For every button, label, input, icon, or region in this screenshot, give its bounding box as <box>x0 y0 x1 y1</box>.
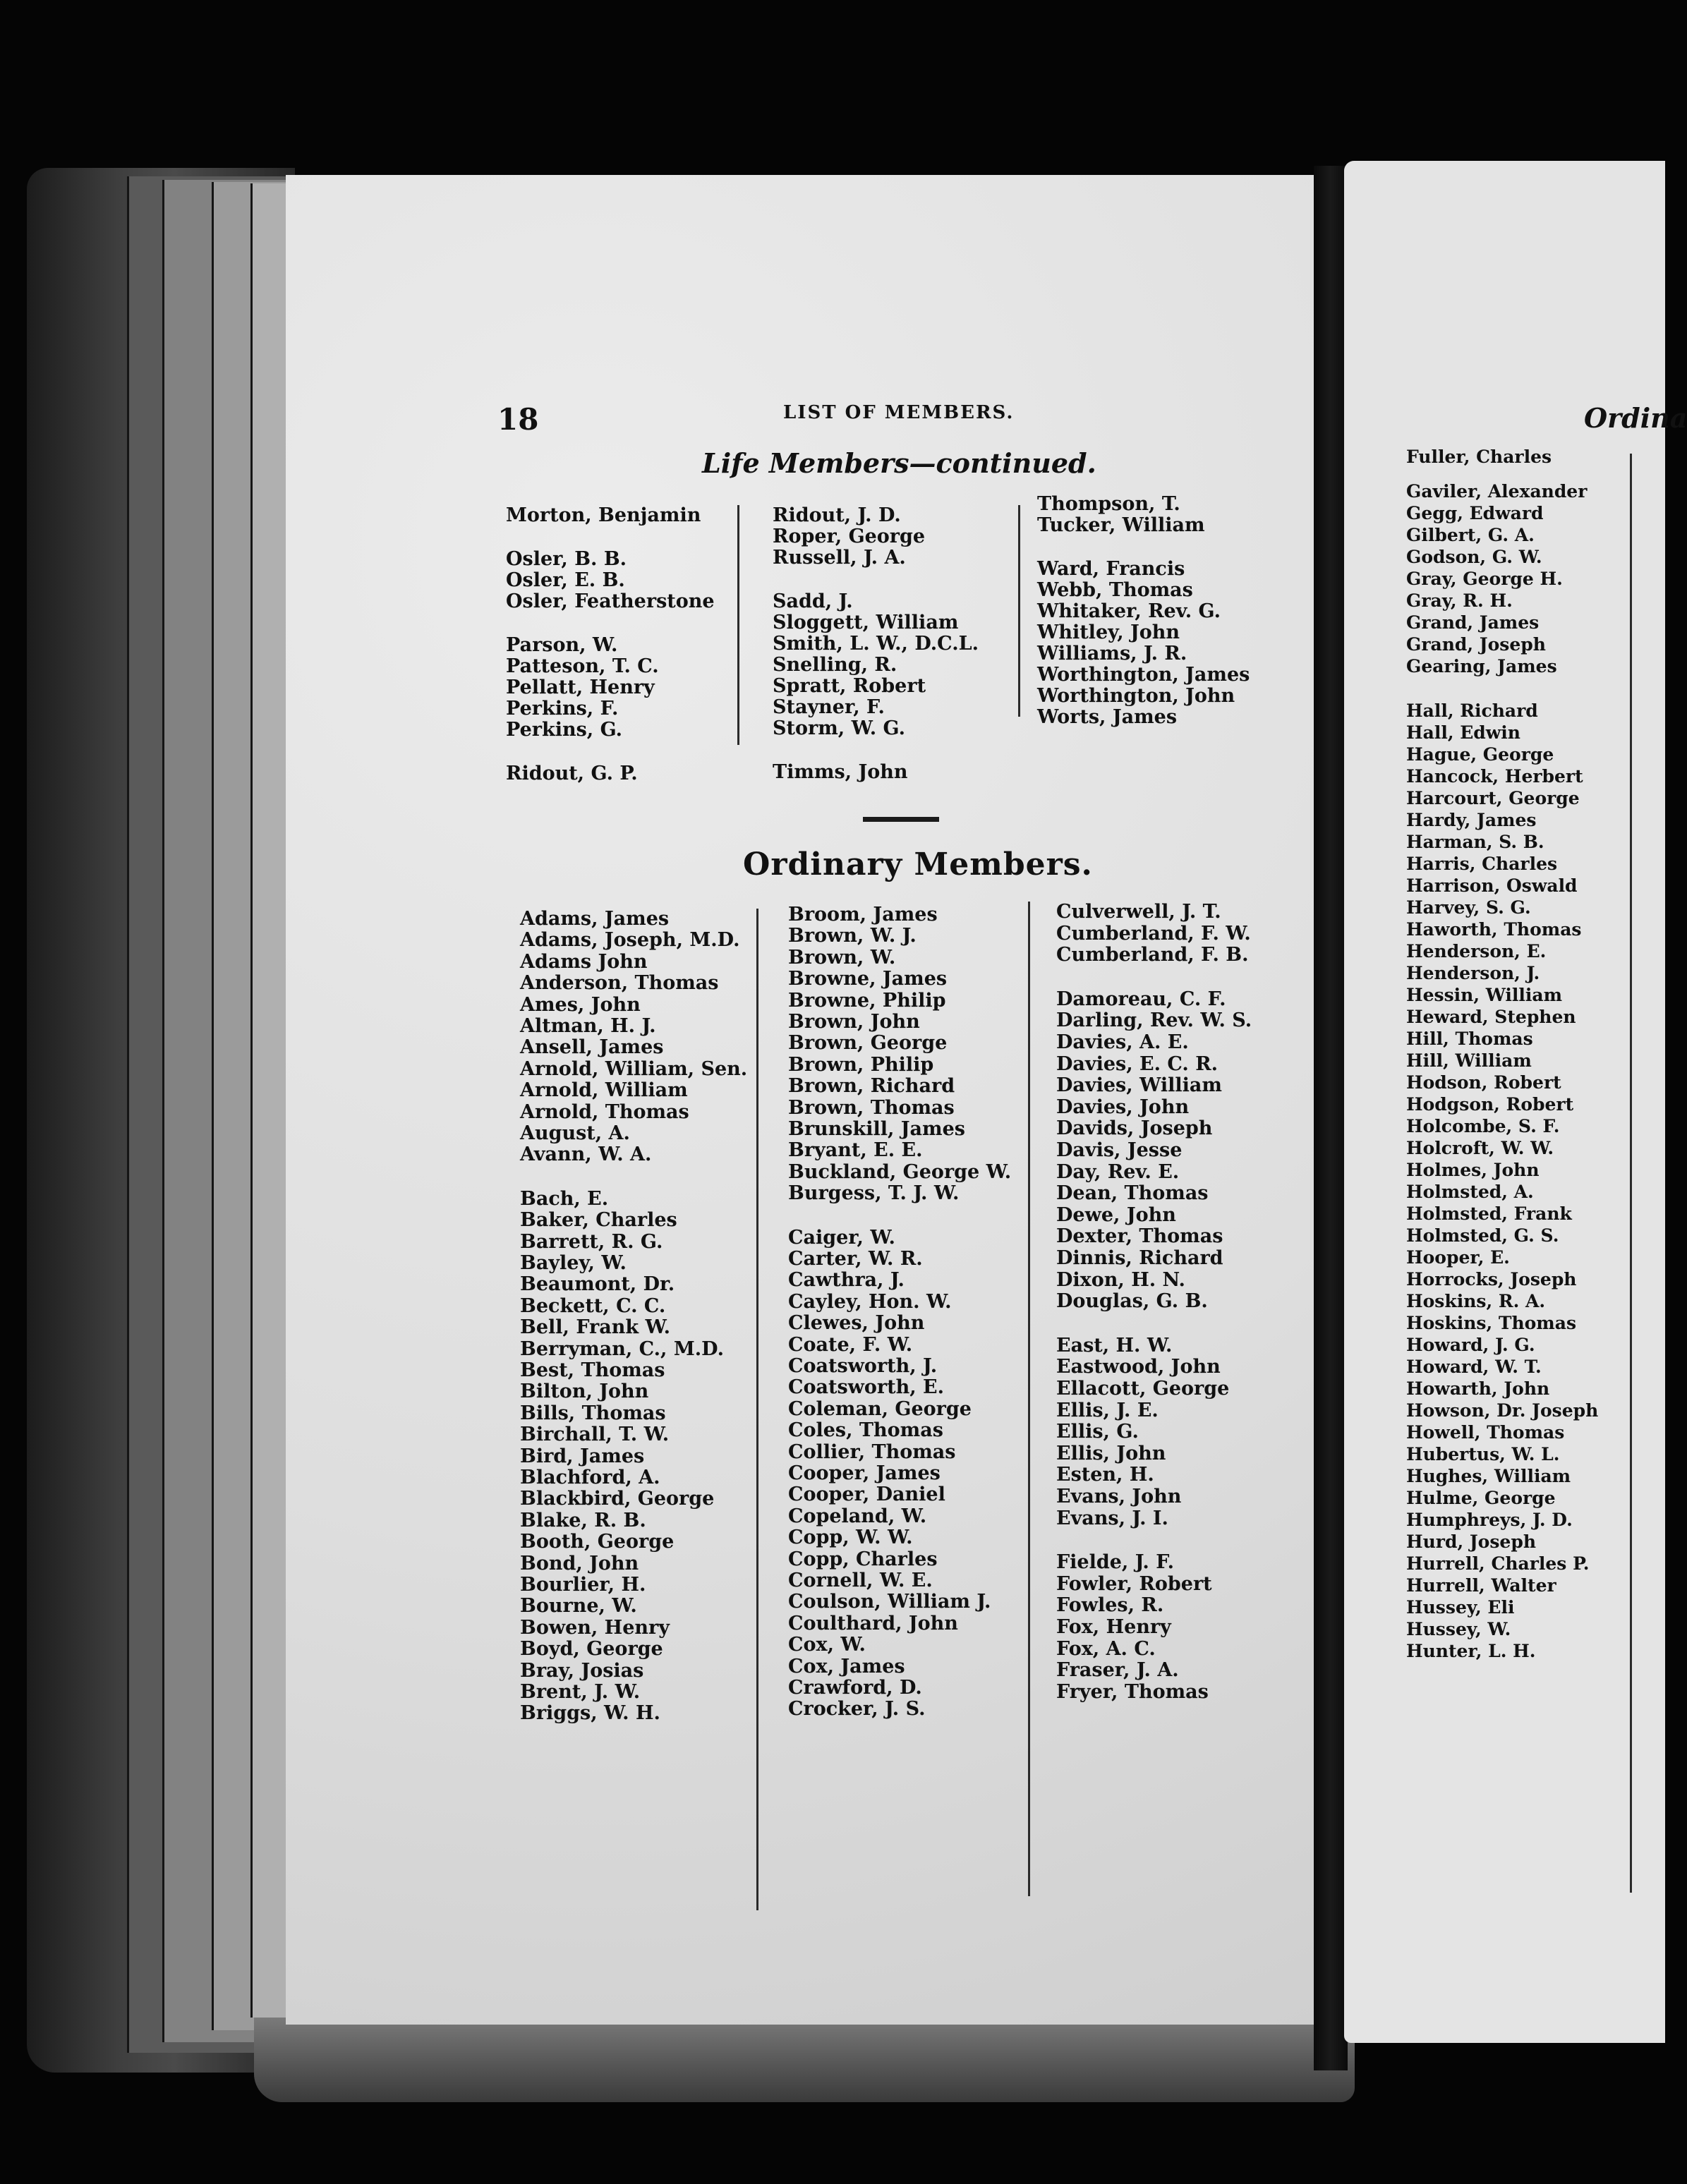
member-name: Cumberland, F. W. <box>1056 922 1251 945</box>
member-name: Arnold, William, Sen. <box>520 1057 748 1080</box>
member-name: Haworth, Thomas <box>1406 919 1582 940</box>
member-name: Adams, Joseph, M.D. <box>520 929 740 952</box>
member-name: Douglas, G. B. <box>1056 1290 1208 1313</box>
member-name: Cawthra, J. <box>788 1269 905 1292</box>
member-name: Sloggett, William <box>773 612 959 633</box>
running-head: LIST OF MEMBERS. <box>783 402 1015 423</box>
member-name: Berryman, C., M.D. <box>520 1337 724 1360</box>
member-name: Howell, Thomas <box>1406 1422 1565 1443</box>
member-name: Harrison, Oswald <box>1406 875 1578 896</box>
left-page <box>286 175 1316 2025</box>
member-name: Caiger, W. <box>788 1226 895 1249</box>
member-name: Fraser, J. A. <box>1056 1659 1179 1682</box>
member-name: Howarth, John <box>1406 1378 1550 1399</box>
member-name: Collier, Thomas <box>788 1440 956 1463</box>
member-name: Hardy, James <box>1406 810 1537 830</box>
member-name: August, A. <box>520 1122 630 1144</box>
member-name: Whitaker, Rev. G. <box>1037 600 1221 622</box>
member-name: Arnold, Thomas <box>520 1100 689 1123</box>
member-name: Dinnis, Richard <box>1056 1247 1223 1269</box>
member-name: Brunskill, James <box>788 1118 966 1140</box>
member-name: Webb, Thomas <box>1037 579 1193 601</box>
member-name: Sadd, J. <box>773 590 853 612</box>
member-name: Copp, Charles <box>788 1548 938 1570</box>
member-name: Russell, J. A. <box>773 547 906 569</box>
member-name: East, H. W. <box>1056 1334 1173 1357</box>
member-name: Brown, George <box>788 1032 948 1055</box>
member-name: Buckland, George W. <box>788 1160 1012 1183</box>
member-name: Harris, Charles <box>1406 854 1558 874</box>
member-name: Hodson, Robert <box>1406 1072 1561 1093</box>
member-name: Perkins, G. <box>506 719 623 741</box>
column-divider <box>1630 454 1632 1893</box>
member-name: Hall, Richard <box>1406 700 1538 721</box>
member-name: Howard, J. G. <box>1406 1335 1535 1355</box>
member-name: Evans, J. I. <box>1056 1507 1168 1529</box>
member-name: Fowles, R. <box>1056 1594 1164 1617</box>
member-name: Morton, Benjamin <box>506 504 701 526</box>
member-name: Heward, Stephen <box>1406 1007 1576 1027</box>
member-name: Cornell, W. E. <box>788 1570 933 1591</box>
member-name: Henderson, J. <box>1406 963 1540 983</box>
member-name: Coatsworth, E. <box>788 1376 945 1399</box>
member-name: Ellis, John <box>1056 1442 1166 1464</box>
member-name: Hussey, W. <box>1406 1619 1511 1639</box>
member-name: Timms, John <box>773 761 908 783</box>
member-name: Eastwood, John <box>1056 1356 1221 1378</box>
member-name: Tucker, William <box>1037 514 1205 536</box>
member-name: Cumberland, F. B. <box>1056 944 1249 966</box>
member-name: Coles, Thomas <box>788 1419 943 1442</box>
member-name: Dewe, John <box>1056 1203 1176 1226</box>
member-name: Howson, Dr. Joseph <box>1406 1400 1599 1421</box>
member-name: Davies, A. E. <box>1056 1031 1189 1053</box>
right-page-heading: Ordina <box>1584 402 1687 434</box>
ordinary-members-heading: Ordinary Members. <box>743 847 1093 882</box>
member-name: Gaviler, Alexander <box>1406 481 1588 502</box>
member-name: Hooper, E. <box>1406 1247 1510 1268</box>
member-name: Ellacott, George <box>1056 1378 1230 1400</box>
member-name: Baker, Charles <box>520 1209 677 1232</box>
member-name: Adams John <box>520 950 648 973</box>
member-name: Parson, W. <box>506 634 618 656</box>
member-name: Fowler, Robert <box>1056 1572 1212 1595</box>
member-name: Blackbird, George <box>520 1488 715 1510</box>
member-name: Barrett, R. G. <box>520 1230 663 1253</box>
member-name: Fuller, Charles <box>1406 447 1552 467</box>
member-name: Holmsted, A. <box>1406 1182 1534 1202</box>
page-number: 18 <box>497 402 539 437</box>
member-name: Gray, George H. <box>1406 569 1563 589</box>
member-name: Damoreau, C. F. <box>1056 988 1226 1010</box>
member-name: Hodgson, Robert <box>1406 1094 1574 1115</box>
member-name: Crawford, D. <box>788 1677 922 1699</box>
member-name: Anderson, Thomas <box>520 972 719 995</box>
member-name: Harcourt, George <box>1406 788 1580 808</box>
member-name: Cayley, Hon. W. <box>788 1290 952 1313</box>
member-name: Spratt, Robert <box>773 675 926 697</box>
member-name: Hurrell, Charles P. <box>1406 1553 1590 1574</box>
member-name: Bowen, Henry <box>520 1616 670 1639</box>
member-name: Clewes, John <box>788 1312 925 1335</box>
member-name: Fox, Henry <box>1056 1616 1171 1638</box>
member-name: Godson, G. W. <box>1406 547 1542 567</box>
member-name: Bourlier, H. <box>520 1574 646 1596</box>
member-name: Avann, W. A. <box>520 1143 652 1166</box>
member-name: Ridout, J. D. <box>773 504 901 526</box>
member-name: Beckett, C. C. <box>520 1294 666 1317</box>
member-name: Horrocks, Joseph <box>1406 1269 1577 1290</box>
column-divider <box>1028 902 1030 1896</box>
member-name: Boyd, George <box>520 1638 663 1661</box>
member-name: Ellis, J. E. <box>1056 1399 1159 1421</box>
member-name: Pellatt, Henry <box>506 677 655 698</box>
member-name: Gray, R. H. <box>1406 590 1513 611</box>
member-name: Hulme, George <box>1406 1488 1556 1508</box>
column-divider <box>1018 505 1020 717</box>
member-name: Darling, Rev. W. S. <box>1056 1009 1252 1032</box>
member-name: Williams, J. R. <box>1037 643 1187 665</box>
member-name: Dean, Thomas <box>1056 1182 1209 1205</box>
member-name: Patteson, T. C. <box>506 655 659 677</box>
member-name: Bryant, E. E. <box>788 1139 923 1162</box>
member-name: Hill, William <box>1406 1050 1532 1071</box>
member-name: Harvey, S. G. <box>1406 897 1531 918</box>
member-name: Davies, E. C. R. <box>1056 1052 1219 1075</box>
member-name: Bond, John <box>520 1552 639 1575</box>
member-name: Dixon, H. N. <box>1056 1268 1185 1291</box>
member-name: Esten, H. <box>1056 1464 1154 1486</box>
member-name: Ellis, G. <box>1056 1421 1139 1443</box>
member-name: Holmsted, G. S. <box>1406 1225 1559 1246</box>
right-page <box>1344 161 1687 2043</box>
member-name: Hague, George <box>1406 744 1554 765</box>
member-name: Worthington, James <box>1037 664 1250 686</box>
member-name: Cox, W. <box>788 1634 866 1656</box>
member-name: Osler, E. B. <box>506 569 625 591</box>
member-name: Briggs, W. H. <box>520 1702 660 1725</box>
member-name: Crocker, J. S. <box>788 1698 926 1721</box>
member-name: Hussey, Eli <box>1406 1597 1515 1618</box>
member-name: Holcombe, S. F. <box>1406 1116 1560 1136</box>
member-name: Gegg, Edward <box>1406 503 1544 523</box>
member-name: Humphreys, J. D. <box>1406 1510 1573 1530</box>
member-name: Coulthard, John <box>788 1612 958 1634</box>
member-name: Ward, Francis <box>1037 558 1185 580</box>
member-name: Brown, W. J. <box>788 925 917 947</box>
member-name: Harman, S. B. <box>1406 832 1544 852</box>
member-name: Adams, James <box>520 908 670 930</box>
member-name: Osler, Featherstone <box>506 590 715 612</box>
member-name: Davies, John <box>1056 1096 1190 1118</box>
member-name: Coatsworth, J. <box>788 1355 938 1377</box>
member-name: Birchall, T. W. <box>520 1424 670 1446</box>
member-name: Beaumont, Dr. <box>520 1273 675 1296</box>
member-name: Brown, Richard <box>788 1075 955 1098</box>
member-name: Hunter, L. H. <box>1406 1641 1536 1661</box>
member-name: Hughes, William <box>1406 1466 1571 1486</box>
member-name: Browne, James <box>788 968 948 990</box>
member-name: Blake, R. B. <box>520 1509 646 1531</box>
member-name: Gilbert, G. A. <box>1406 525 1535 545</box>
member-name: Coulson, William J. <box>788 1591 991 1613</box>
member-name: Hall, Edwin <box>1406 722 1520 743</box>
member-name: Howard, W. T. <box>1406 1357 1542 1377</box>
member-name: Burgess, T. J. W. <box>788 1182 960 1205</box>
member-name: Copp, W. W. <box>788 1527 913 1549</box>
section-rule <box>863 817 939 822</box>
member-name: Browne, Philip <box>788 989 946 1012</box>
book-bottom-edge <box>254 2018 1355 2102</box>
member-name: Broom, James <box>788 904 938 926</box>
member-name: Fielde, J. F. <box>1056 1551 1175 1574</box>
member-name: Davies, William <box>1056 1074 1222 1097</box>
member-name: Whitley, John <box>1037 621 1180 643</box>
member-name: Holmes, John <box>1406 1160 1540 1180</box>
member-name: Hoskins, Thomas <box>1406 1313 1577 1333</box>
member-name: Bell, Frank W. <box>520 1316 670 1339</box>
member-name: Bird, James <box>520 1445 645 1467</box>
member-name: Worts, James <box>1037 706 1178 728</box>
member-name: Hessin, William <box>1406 985 1563 1005</box>
member-name: Henderson, E. <box>1406 941 1547 961</box>
member-name: Brown, W. <box>788 946 896 969</box>
life-members-heading: Life Members—continued. <box>702 447 1096 479</box>
member-name: Davids, Joseph <box>1056 1117 1213 1140</box>
member-name: Ridout, G. P. <box>506 763 638 784</box>
member-name: Bills, Thomas <box>520 1402 666 1424</box>
member-name: Bourne, W. <box>520 1595 637 1618</box>
column-divider <box>756 909 758 1910</box>
member-name: Copeland, W. <box>788 1505 927 1527</box>
book-gutter <box>1314 166 1348 2070</box>
member-name: Brown, John <box>788 1011 920 1033</box>
member-name: Bray, Josias <box>520 1659 644 1682</box>
member-name: Day, Rev. E. <box>1056 1160 1180 1183</box>
member-name: Cooper, James <box>788 1462 941 1484</box>
member-name: Hancock, Herbert <box>1406 766 1583 787</box>
member-name: Fryer, Thomas <box>1056 1680 1209 1703</box>
member-name: Perkins, F. <box>506 698 619 720</box>
member-name: Coate, F. W. <box>788 1333 913 1356</box>
member-name: Hill, Thomas <box>1406 1029 1533 1049</box>
member-name: Davis, Jesse <box>1056 1139 1183 1161</box>
member-name: Fox, A. C. <box>1056 1637 1156 1660</box>
member-name: Stayner, F. <box>773 696 885 718</box>
member-name: Altman, H. J. <box>520 1015 656 1037</box>
member-name: Coleman, George <box>788 1397 972 1420</box>
member-name: Gearing, James <box>1406 656 1557 677</box>
member-name: Arnold, William <box>520 1079 688 1102</box>
member-name: Hubertus, W. L. <box>1406 1444 1560 1464</box>
member-name: Hurrell, Walter <box>1406 1575 1556 1596</box>
member-name: Grand, James <box>1406 612 1540 633</box>
member-name: Dexter, Thomas <box>1056 1225 1223 1248</box>
member-name: Brown, Philip <box>788 1053 934 1076</box>
member-name: Roper, George <box>773 526 926 547</box>
member-name: Ansell, James <box>520 1036 664 1059</box>
member-name: Holmsted, Frank <box>1406 1203 1572 1224</box>
member-name: Cooper, Daniel <box>788 1484 945 1506</box>
member-name: Smith, L. W., D.C.L. <box>773 633 979 655</box>
member-name: Blachford, A. <box>520 1467 660 1488</box>
member-name: Brown, Thomas <box>788 1096 955 1119</box>
member-name: Culverwell, J. T. <box>1056 901 1221 923</box>
member-name: Grand, Joseph <box>1406 634 1546 655</box>
member-name: Evans, John <box>1056 1486 1182 1507</box>
member-name: Bilton, John <box>520 1381 649 1403</box>
member-name: Best, Thomas <box>520 1359 665 1381</box>
member-name: Snelling, R. <box>773 654 897 676</box>
member-name: Osler, B. B. <box>506 548 627 570</box>
member-name: Carter, W. R. <box>788 1248 923 1270</box>
member-name: Thompson, T. <box>1037 493 1180 515</box>
member-name: Hurd, Joseph <box>1406 1531 1536 1552</box>
member-name: Brent, J. W. <box>520 1681 641 1703</box>
member-name: Worthington, John <box>1037 685 1235 707</box>
member-name: Storm, W. G. <box>773 717 905 739</box>
member-name: Bach, E. <box>520 1187 609 1210</box>
member-name: Holcroft, W. W. <box>1406 1138 1554 1158</box>
column-divider <box>737 505 739 745</box>
member-name: Cox, James <box>788 1655 905 1678</box>
member-name: Booth, George <box>520 1531 675 1553</box>
member-name: Hoskins, R. A. <box>1406 1291 1546 1311</box>
member-name: Bayley, W. <box>520 1252 627 1274</box>
member-name: Ames, John <box>520 993 641 1016</box>
